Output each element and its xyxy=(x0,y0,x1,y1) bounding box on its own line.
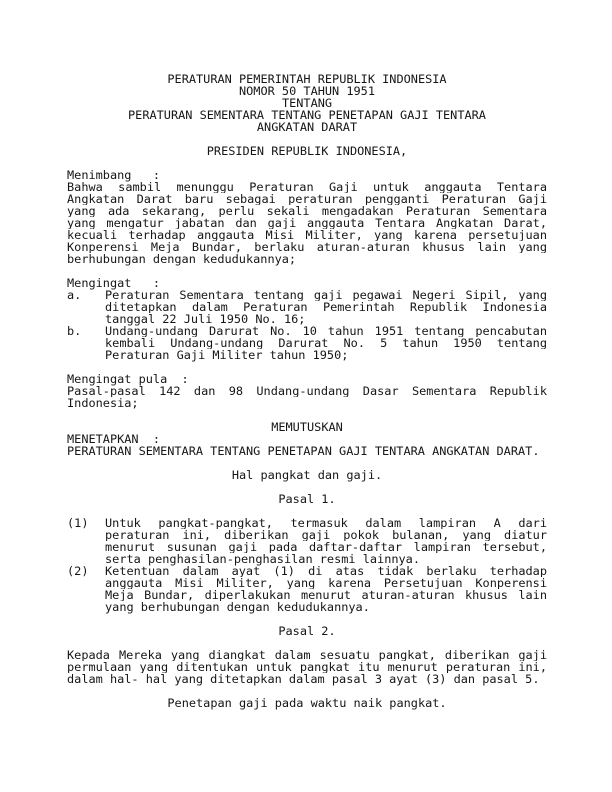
doc-line: Ketentuan dalam ayat (1) di atas tidak berlaku terhadap xyxy=(105,565,547,577)
list-item-text xyxy=(105,517,547,565)
doc-line: dalam hal- hal yang ditetapkan dalam pasal 3 ayat (3) dan pasal 5. xyxy=(67,672,540,686)
doc-line: ditetapkan dalam Peraturan Pemerintah Republik Indonesia xyxy=(105,301,547,313)
doc-line: yang ada sekarang, perlu sekali mengadakan Peraturan Sementara xyxy=(67,205,547,217)
doc-line: kembali Undang-undang Darurat No. 5 tahun 1950 tentang xyxy=(105,337,547,349)
list-item-text xyxy=(105,325,547,361)
doc-line: Undang-undang Darurat No. 10 tahun 1951 tentang pencabutan xyxy=(105,325,547,337)
list-item-label: a. xyxy=(67,288,82,302)
section-heading-hal-pangkat xyxy=(67,469,547,481)
doc-line: Kepada Mereka yang diangkat dalam sesuatu pangkat, diberikan gaji xyxy=(67,649,547,661)
doc-line: Menimbang : xyxy=(67,168,161,182)
issuer-line xyxy=(67,145,547,157)
list-item-text xyxy=(105,289,547,325)
doc-line: PERATURAN PEMERINTAH REPUBLIK INDONESIA xyxy=(167,72,447,86)
menimbang-heading xyxy=(67,169,547,181)
doc-line: yang mengatur jabatan dan gaji anggauta Tentara Angkatan Darat, xyxy=(67,217,547,229)
mengingat-heading xyxy=(67,277,547,289)
list-item-text xyxy=(105,565,547,613)
doc-title xyxy=(67,73,547,133)
doc-line: NOMOR 50 TAHUN 1951 xyxy=(238,84,376,98)
mengingat-item-b xyxy=(67,325,547,361)
doc-line: menurut susunan gaji pada daftar-daftar lampiran tersebut, xyxy=(105,541,547,553)
doc-line: serta penghasilan-penghasilan resmi lainnya. xyxy=(105,552,420,566)
list-item-label: b. xyxy=(67,324,82,338)
mengingat-item-a xyxy=(67,289,547,325)
pasal-1-ayat-2 xyxy=(67,565,547,613)
doc-line: Pasal 2. xyxy=(278,624,336,638)
pasal-2-heading xyxy=(67,625,547,637)
doc-line: TENTANG xyxy=(281,96,333,110)
doc-line: Pasal 1. xyxy=(278,492,336,506)
doc-line: Penetapan gaji pada waktu naik pangkat. xyxy=(167,696,447,710)
doc-line: Mengingat : xyxy=(67,276,161,290)
mengingat-pula-heading xyxy=(67,373,547,385)
doc-line: Meja Bundar, diperlakukan menurut aturan-aturan khusus lain xyxy=(105,589,547,601)
page-content xyxy=(67,73,547,709)
pasal-1-heading xyxy=(67,493,547,505)
doc-line: PRESIDEN REPUBLIK INDONESIA, xyxy=(206,144,408,158)
doc-line: anggauta Misi Militer, yang karena Persetujuan Konperensi xyxy=(105,577,547,589)
doc-line: Konperensi Meja Bundar, berlaku aturan-aturan khusus lain yang xyxy=(67,241,547,253)
doc-line: tanggal 22 Juli 1950 No. 16; xyxy=(105,312,306,326)
block-blank xyxy=(67,637,547,649)
block-blank xyxy=(67,505,547,517)
doc-line: Bahwa sambil menunggu Peraturan Gaji untuk anggauta Tentara xyxy=(67,181,547,193)
doc-line: kecuali terhadap anggauta Misi Militer, yang karena persetujuan xyxy=(67,229,547,241)
menimbang-paragraph xyxy=(67,181,547,265)
doc-line: Hal pangkat dan gaji. xyxy=(231,468,383,482)
doc-line: Mengingat pula : xyxy=(67,372,189,386)
mengingat-pula-paragraph xyxy=(67,385,547,409)
doc-line: ANGKATAN DARAT xyxy=(256,120,358,134)
doc-line: peraturan ini, diberikan gaji pokok bulanan, yang diatur xyxy=(105,529,547,541)
pasal-1-ayat-1 xyxy=(67,517,547,565)
doc-line: Peraturan Gaji Militer tahun 1950; xyxy=(105,348,349,362)
doc-line: PERATURAN SEMENTARA TENTANG PENETAPAN GAJI TENTARA xyxy=(128,108,486,122)
doc-line: Untuk pangkat-pangkat, termasuk dalam lampiran A dari xyxy=(105,517,547,529)
doc-line: Peraturan Sementara tentang gaji pegawai Negeri Sipil, yang xyxy=(105,289,547,301)
pasal-2-paragraph xyxy=(67,649,547,685)
doc-line: Angkatan Darat baru sebagai peraturan pengganti Peraturan Gaji xyxy=(67,193,547,205)
doc-line: PERATURAN SEMENTARA TENTANG PENETAPAN GAJI TENTARA ANGKATAN DARAT. xyxy=(67,444,540,458)
menetapkan-clause xyxy=(67,433,547,457)
doc-line: MENETAPKAN : xyxy=(67,432,161,446)
list-item-label: (1) xyxy=(67,516,89,530)
doc-line: Pasal-pasal 142 dan 98 Undang-undang Dasar Sementara Republik xyxy=(67,385,547,397)
doc-line: yang berhubungan dengan kedudukannya. xyxy=(105,600,370,614)
doc-line: MEMUTUSKAN xyxy=(271,420,343,434)
section-heading-penetapan-gaji xyxy=(67,697,547,709)
doc-line: Indonesia; xyxy=(67,396,139,410)
list-item-label: (2) xyxy=(67,564,89,578)
doc-line: berhubungan dengan kedudukannya; xyxy=(67,252,297,266)
doc-line: permulaan yang ditentukan untuk pangkat itu menurut peraturan ini, xyxy=(67,661,547,673)
